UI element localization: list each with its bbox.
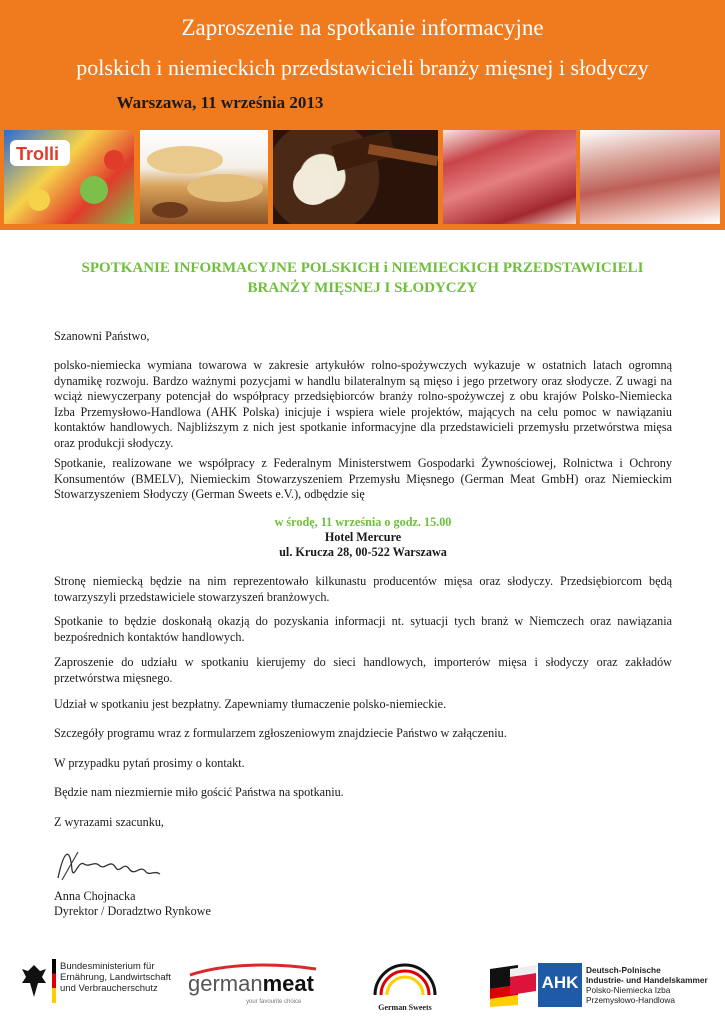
german-sweets-name: German Sweets [378,1003,432,1012]
closing: Z wyrazami szacunku, [54,815,164,829]
bmelv-line-1: Bundesministerium für [60,961,155,972]
gm-german: german [188,971,263,996]
signer-name: Anna Chojnacka [54,889,136,903]
ahk-line-3: Polsko-Niemiecka Izba [586,985,671,995]
german-flag-bar [52,959,56,1003]
toffee-candy-photo [140,130,268,224]
main-heading [40,258,685,298]
paragraph-3: Stronę niemiecką będzie na nim reprezentowało kilkunastu producentów mięsa oraz słodyczy. Przedsiębiorcom będą towarzyszyli przedstawiciele stowarzyszeń branżowych. [54,574,672,604]
pork-meat-photo [580,130,720,224]
paragraph-4: Spotkanie to będzie doskonałą okazją do pozyskania informacji nt. sytuacji tych branż w Niemczech oraz nawiązania bezpośrednich kontaktów handlowych. [54,614,672,644]
gm-meat: meat [262,971,314,996]
main-heading-line-1: SPOTKANIE INFORMACYJNE POLSKICH i NIEMIECKICH PRZEDSTAWICIELI [81,260,644,276]
chocolate-art [273,130,438,224]
eagle-icon [20,963,48,999]
bmelv-logo [20,955,180,1015]
paragraph-1: polsko-niemiecka wymiana towarowa w zakresie artykułów rolno-spożywczych wykazuje w ostatnich latach ogromną dynamikę rozwoju. Bardzo ważnymi pozycjami w handlu bilateralnym są mięso i jego przetwory oraz słodycze. Z uwagi na wciąż niewyczerpany potencjał do współpracy przedsiębiorców branży rolno-spożywczej z obu krajów Polsko-Niemiecka Izba Przemysłowo-Handlowa (AHK Polska) inicjuje i wspiera wiele projektów, mających na celu pomoc w nawiązaniu kontaktów handlowych. Najbliższym z nich jest spotkanie informacyjne dla przedstawicieli przemysłu przetwórstwa mięsa oraz produkcji słodyczy. [54,358,672,450]
bmelv-line-2: Ernährung, Landwirtschaft [60,972,171,983]
german-meat-wordmark [188,971,314,997]
ahk-line-1: Deutsch-Polnische [586,965,661,975]
trolli-candy-art [4,130,134,224]
place-date: Warszawa, 11 września 2013 [116,93,324,112]
ham-slices-photo [443,130,576,224]
event-venue: Hotel Mercure [324,530,402,544]
salutation: Szanowni Państwo, [54,329,150,343]
ahk-line-4: Przemysłowo-Handlowa [586,995,675,1005]
trolli-candy-photo [4,130,134,224]
ahk-flag-mark [488,963,538,1007]
bmelv-text [60,961,171,994]
event-when: w środę, 11 września o godz. 15.00 [274,515,452,529]
handwritten-signature [54,840,164,888]
ahk-flag-icon [488,963,538,1007]
german-sweets-logo [355,955,455,1015]
signer-title: Dyrektor / Doradztwo Rynkowe [54,904,211,918]
paragraph-2: Spotkanie, realizowane we współpracy z Federalnym Ministerstwem Gospodarki Żywnościowej, Rolnictwa i Ochrony Konsumentów (BMELV), Niemieckim Stowarzyszeniem Przemysłu Mięsnego (German Meat GmbH) oraz Niemieckim Stowarzyszeniem Słodyczy (German Sweets e.V.), odbędzie się [54,456,672,501]
ahk-logo [488,955,718,1015]
title-line-2: polskich i niemieckich przedstawicieli branży mięsnej i słodyczy [76,55,649,80]
main-heading-line-2: BRANŻY MIĘSNEJ I SŁODYCZY [247,280,478,296]
gm-tagline: your favourite choice [246,999,302,1005]
ahk-badge [538,963,582,1007]
paragraph-7: Szczegóły programu wraz z formularzem zgłoszeniowym znajdziecie Państwo w załączeniu. [54,726,507,740]
paragraph-6: Udział w spotkaniu jest bezpłatny. Zapewniamy tłumaczenie polsko-niemieckie. [54,697,447,711]
ahk-line-2: Industrie- und Handelskammer [586,975,708,985]
paragraph-9: Będzie nam niezmiernie miło gościć Państwa na spotkaniu. [54,785,344,799]
chocolate-photo [273,130,438,224]
german-sweets-emblem [355,955,455,1003]
paragraph-5: Zaproszenie do udziału w spotkaniu kierujemy do sieci handlowych, importerów mięsa i słodyczy oraz zakładów przetwórstwa mięsnego. [54,655,672,685]
event-address: ul. Krucza 28, 00-522 Warszawa [279,545,447,559]
toffee-candy-art [140,130,268,224]
ahk-abbr: AHK [541,973,579,992]
german-meat-logo [186,955,321,1015]
svg-text:Trolli: Trolli [16,144,60,164]
ahk-text [586,965,708,1005]
bmelv-line-3: und Verbraucherschutz [60,983,158,994]
paragraph-8: W przypadku pytań prosimy o kontakt. [54,756,245,770]
title-line-1: Zaproszenie na spotkanie informacyjne [181,15,544,40]
